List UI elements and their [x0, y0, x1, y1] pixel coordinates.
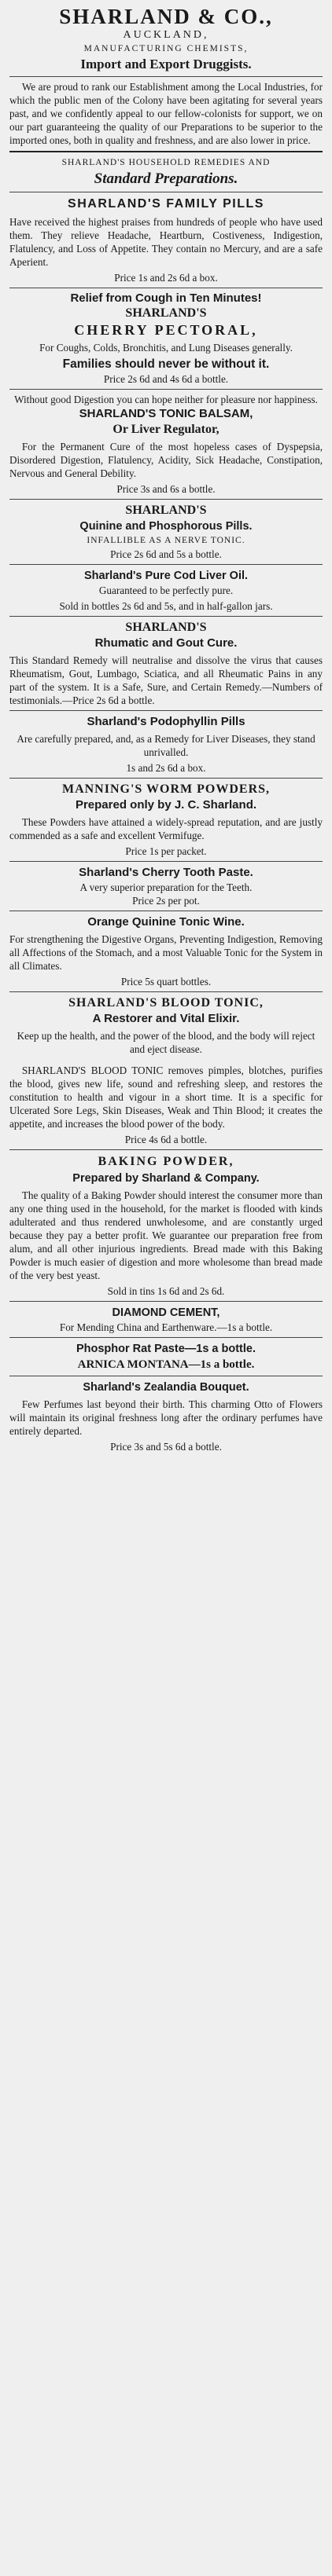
firm-trade: MANUFACTURING CHEMISTS, [83, 44, 249, 53]
quinine-wine-price: Price 5s quart bottles. [120, 976, 212, 988]
divider [9, 861, 323, 862]
divider [9, 1149, 323, 1150]
firm-tagline: Import and Export Druggists. [80, 57, 252, 71]
rhumatic-cure-body: This Standard Remedy will neutralise and dissolve the virus that causes Rheumatism, Gout, Lumbago, Sciatica, and all Rheumatic Pains in any part of the system. It is a Safe, Sure, and Certain Remedy.—Numbers of testimonials.—Price 2s 6d a bottle. [9, 654, 323, 706]
blood-tonic-title1: SHARLAND'S BLOOD TONIC, [68, 996, 264, 1010]
family-pills-title: SHARLAND'S FAMILY PILLS [68, 197, 264, 211]
quinine-wine-body: For strengthening the Digestive Organs, Preventing Indigestion, Removing all Affections of the Stomach, and a most Valuable Tonic for the System in all Climates. [9, 933, 323, 972]
podophyllin-price: 1s and 2s 6d a box. [126, 762, 206, 774]
diamond-cement-body: For Mending China and Earthenware.—1s a bottle. [59, 1321, 273, 1333]
section-header-line: SHARLAND'S HOUSEHOLD REMEDIES AND [61, 158, 271, 167]
cherry-pectoral-slogan: Families should never be without it. [62, 357, 270, 371]
rat-paste-line: Phosphor Rat Paste—1s a bottle. [76, 1343, 256, 1355]
worm-powders-title1: MANNING'S WORM POWDERS, [61, 782, 271, 796]
blood-tonic-title2: A Restorer and Vital Elixir. [92, 1012, 240, 1025]
bouquet-title: Sharland's Zealandia Bouquet. [83, 1381, 249, 1394]
rhumatic-cure-title1: SHARLAND'S [125, 621, 207, 634]
blood-tonic-price: Price 4s 6d a bottle. [124, 1134, 208, 1145]
cherry-pectoral-title1: SHARLAND'S [125, 306, 207, 320]
cherry-pectoral-kicker: Relief from Cough in Ten Minutes! [70, 291, 262, 305]
cod-liver-oil-price: Sold in bottles 2s 6d and 5s, and in half-gallon jars. [59, 600, 273, 612]
cod-liver-oil-title: Sharland's Pure Cod Liver Oil. [83, 570, 249, 582]
divider [9, 991, 323, 992]
divider [9, 1301, 323, 1302]
tonic-balsam-price: Price 3s and 6s a bottle. [116, 483, 216, 495]
baking-powder-price: Sold in tins 1s 6d and 2s 6d. [107, 1285, 225, 1297]
divider [9, 710, 323, 711]
worm-powders-price: Price 1s per packet. [125, 845, 207, 857]
divider [9, 778, 323, 779]
section-header-title: Standard Preparations. [94, 170, 238, 187]
firm-city: AUCKLAND, [123, 29, 209, 41]
baking-powder-body: The quality of a Baking Powder should interest the consumer more than any one thing used in the household, for the market is flooded with kinds adulterated and thus rendered unwholesome, and are constantly urged because they pay a better profit. We guarantee our preparation free from alum, and all other injurious ingredients. Bread made with this Baking Powder is much easier of digestion and more wholesome than bread made of the very best yeast. [9, 1189, 323, 1281]
arnica-line: ARNICA MONTANA—1s a bottle. [77, 1358, 255, 1371]
blood-tonic-body2: SHARLAND'S BLOOD TONIC removes pimples, blotches, purifies the blood, gives new life, sound and refreshing sleep, and restores the constitution to health and vigour in a short time. It is a specific for Ulcerated Sore Legs, Skin Diseases, Weak and Thin Blood; it creates the appetite, and increases the blood power of the body. [9, 1064, 323, 1130]
quinine-pills-title1: SHARLAND'S [125, 504, 207, 517]
tonic-balsam-title2: Or Liver Regulator, [113, 423, 219, 436]
podophyllin-title: Sharland's Podophyllin Pills [87, 715, 245, 728]
divider [9, 76, 323, 77]
quinine-pills-price: Price 2s 6d and 5s a bottle. [110, 548, 222, 560]
tonic-balsam-title1: SHARLAND'S TONIC BALSAM, [79, 407, 253, 420]
rhumatic-cure-title2: Rhumatic and Gout Cure. [94, 636, 238, 650]
divider [9, 564, 323, 565]
quinine-pills-title2: Quinine and Phosphorous Pills. [79, 520, 253, 533]
family-pills-price: Price 1s and 2s 6d a box. [114, 272, 218, 284]
spacer [9, 1058, 323, 1061]
bouquet-price: Price 3s and 5s 6d a bottle. [110, 1441, 222, 1453]
diamond-cement-title: DIAMOND CEMENT, [112, 1306, 220, 1319]
podophyllin-body: Are carefully prepared, and, as a Remedy for Liver Diseases, they stand unrivalled. [17, 733, 315, 758]
tooth-paste-title: Sharland's Cherry Tooth Paste. [79, 866, 253, 879]
divider [9, 151, 323, 152]
baking-powder-title1: BAKING POWDER, [98, 1155, 234, 1168]
tooth-paste-price: Price 2s per pot. [132, 895, 200, 907]
divider [9, 389, 323, 390]
family-pills-body: Have received the highest praises from hundreds of people who have used them. They relieve Headache, Heartburn, Costiveness, Indigestion, Flatulency, and Loss of Appetite. They contain no Mercury, and are a safe Aperient. [9, 216, 323, 268]
tonic-balsam-body: For the Permanent Cure of the most hopeless cases of Dyspepsia, Disordered Digestion, Flatulency, Acidity, Sick Headache, Constipation, Nervous and General Debility. [9, 441, 323, 479]
cherry-pectoral-price: Price 2s 6d and 4s 6d a bottle. [103, 373, 229, 385]
cherry-pectoral-title2: CHERRY PECTORAL, [74, 322, 258, 338]
worm-powders-body: These Powders have attained a widely-spread reputation, and are justly commended as a safe and excellent Vermifuge. [9, 816, 323, 841]
tooth-paste-body: A very superior preparation for the Teeth. [79, 881, 253, 893]
intro-text: We are proud to rank our Establishment among the Local Industries, for which the public men of the Colony have been agitating for several years past, and we confidently appeal to our fellow-colonists for support, we on our part guaranteeing the quality of our Preparations to be superior to the imported ones, both in quality and freshness, and are also lower in price. [9, 81, 323, 146]
quinine-wine-title: Orange Quinine Tonic Wine. [87, 915, 245, 929]
quinine-pills-subtitle: INFALLIBLE AS A NERVE TONIC. [87, 536, 245, 545]
divider [9, 499, 323, 500]
bouquet-body: Few Perfumes last beyond their birth. This charming Otto of Flowers will maintain its original freshness long after the ordinary perfumes have entirely departed. [9, 1398, 323, 1437]
blood-tonic-body1: Keep up the health, and the power of the blood, and the body will reject and eject disease. [17, 1030, 315, 1055]
worm-powders-title2: Prepared only by J. C. Sharland. [75, 798, 257, 812]
cod-liver-oil-body: Guaranteed to be perfectly pure. [98, 584, 234, 596]
divider [9, 1337, 323, 1338]
cherry-pectoral-body: For Coughs, Colds, Bronchitis, and Lung Diseases generally. [39, 342, 293, 354]
firm-name: SHARLAND & CO., [59, 5, 273, 28]
divider [9, 616, 323, 617]
baking-powder-title2: Prepared by Sharland & Company. [72, 1172, 260, 1185]
tonic-balsam-kicker: Without good Digestion you can hope neither for pleasure nor happiness. [14, 394, 318, 405]
